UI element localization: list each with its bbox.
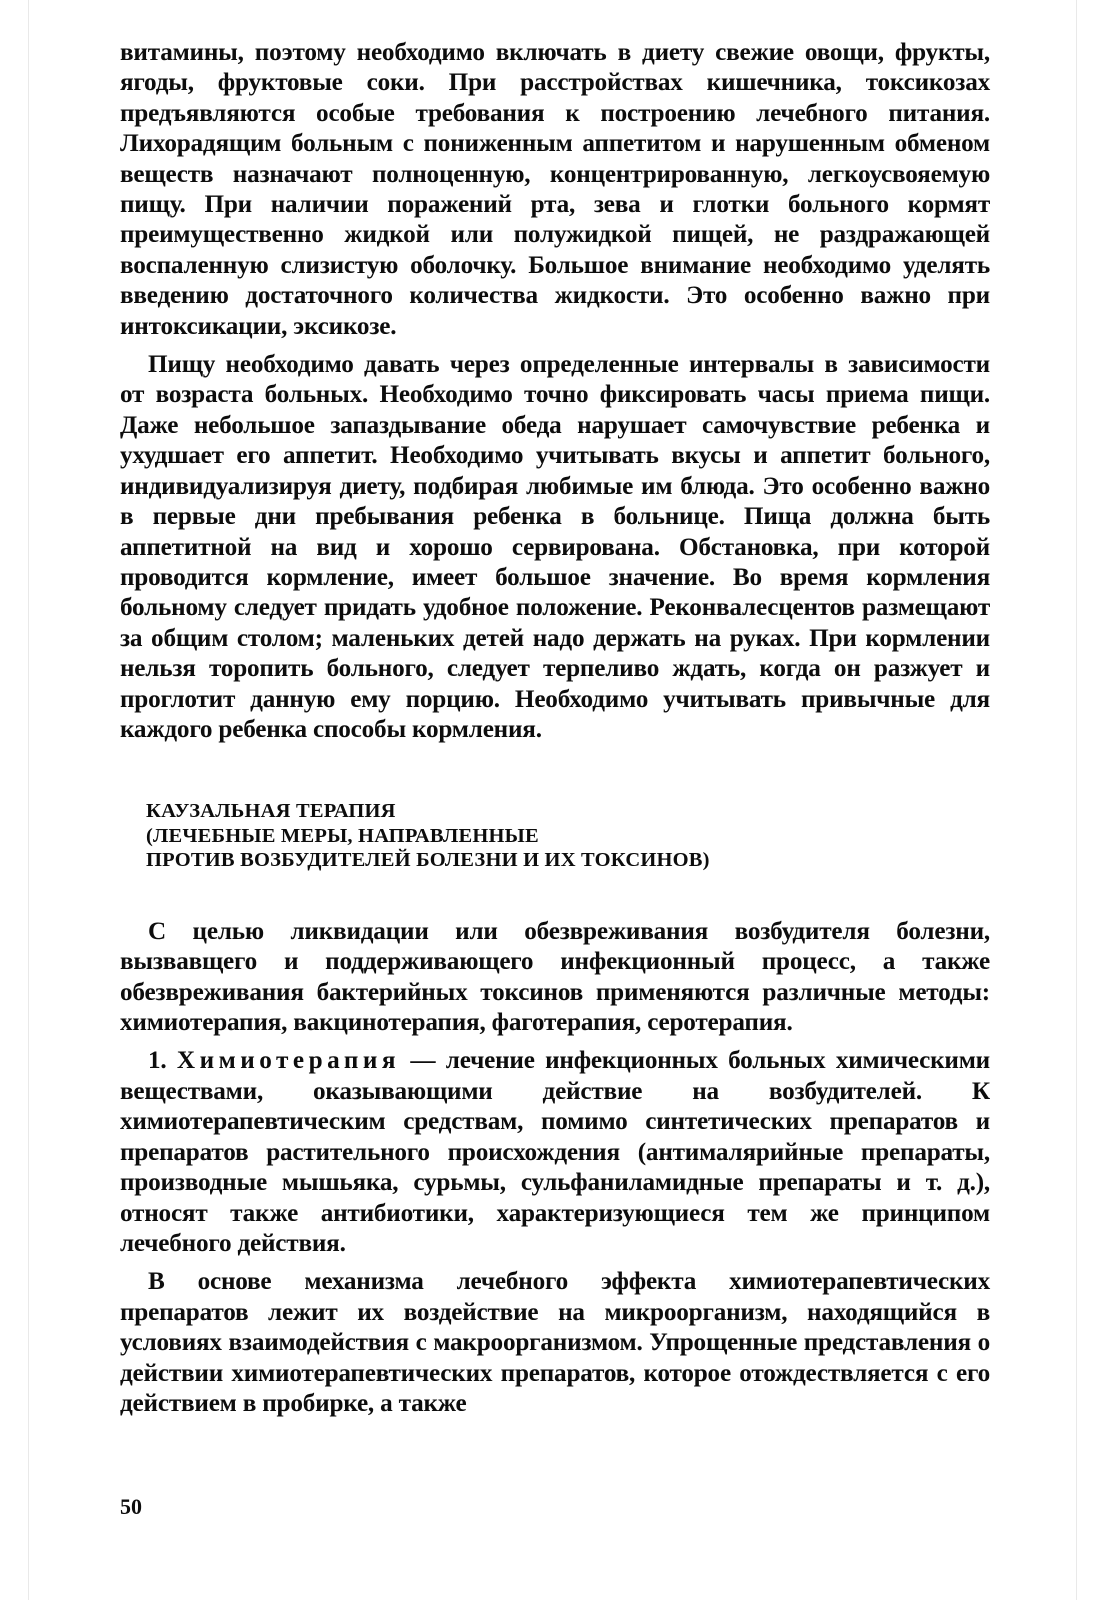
item-number: 1. — [148, 1047, 167, 1075]
heading-line-2: (ЛЕЧЕБНЫЕ МЕРЫ, НАПРАВЛЕННЫЕ — [146, 824, 539, 847]
term-chemotherapy: Химиотерапия — [176, 1047, 401, 1075]
text-column — [120, 38, 990, 1419]
page-edge-left — [28, 0, 29, 1600]
paragraph-chemotherapy — [120, 1046, 990, 1259]
paragraph-intro: С целью ликвидации или обезвреживания возбудителя болезни, вызвавщего и поддерживающего инфекционный процесс, а также обезвреживания бактерийных токсинов применяются различные методы: химиотерапия, вакцинотерапия, фаготерапия, серотерапия. — [120, 917, 990, 1037]
paragraph-mechanism: В основе механизма лечебного эффекта химиотерапевтических препаратов лежит их воздействие на микроорганизм, находящийся в условиях взаимодействия с макроорганизмом. Упрощенные представления о действии химиотерапевтических препаратов, которое отождествляется с его действием в пробирке, а также — [120, 1268, 990, 1417]
heading-line-1: КАУЗАЛЬНАЯ ТЕРАПИЯ — [146, 800, 396, 823]
paragraph-feeding: Пищу необходимо давать через определенные интервалы в зависимости от возраста больных. Необходимо точно фиксировать часы приема пищи. Даже небольшое запаздывание обеда нарушает самочувствие ребенка и ухудшает его аппетит. Необходимо учитывать вкусы и аппетит больного, индивидуализируя диету, подбирая любимые им блюда. Это особенно важно в первые дни пребывания ребенка в больнице. Пища должна быть аппетитной на вид и хорошо сервирована. Обстановка, при которой проводится кормление, имеет большое значение. Во время кормления больному следует придать удобное положение. Реконвалесцентов размещают за общим столом; маленьких детей надо держать на руках. При кормлении нельзя торопить больного, следует терпеливо ждать, когда он разжует и проглотит данную ему порцию. Необходимо учитывать привычные для каждого ребенка способы кормления. — [120, 351, 990, 743]
section-heading — [146, 799, 990, 873]
page-edge-right — [1076, 0, 1077, 1600]
paragraph-nutrition: витамины, поэтому необходимо включать в диету свежие овощи, фрукты, ягоды, фруктовые соки. При расстройствах кишечника, токсикозах предъявляются особые требования к построению лечебного питания. Лихорадящим больным с пониженным аппетитом и нарушенным обменом веществ назначают полноценную, концентрированную, легкоусвояемую пищу. При наличии поражений рта, зева и глотки больного кормят преимущественно жидкой или полужидкой пищей, не раздражающей воспаленную слизистую оболочку. Большое внимание необходимо уделять введению достаточного количества жидкости. Это особенно важно при интоксикации, эксикозе. — [120, 39, 990, 340]
heading-line-3: ПРОТИВ ВОЗБУДИТЕЛЕЙ БОЛЕЗНИ И ИХ ТОКСИНОВ) — [146, 849, 710, 872]
page-number: 50 — [120, 1494, 142, 1519]
chemotherapy-definition: — лечение инфекционных больных химическими веществами, оказывающими действие на возбудителей. К химиотерапевтическим средствам, помимо синтетических препаратов и препаратов растительного происхождения (антималярийные препараты, производные мышьяка, сурьмы, сульфаниламидные препараты и т. д.), относят также антибиотики, характеризующиеся тем же принципом лечебного действия. — [120, 1047, 990, 1257]
